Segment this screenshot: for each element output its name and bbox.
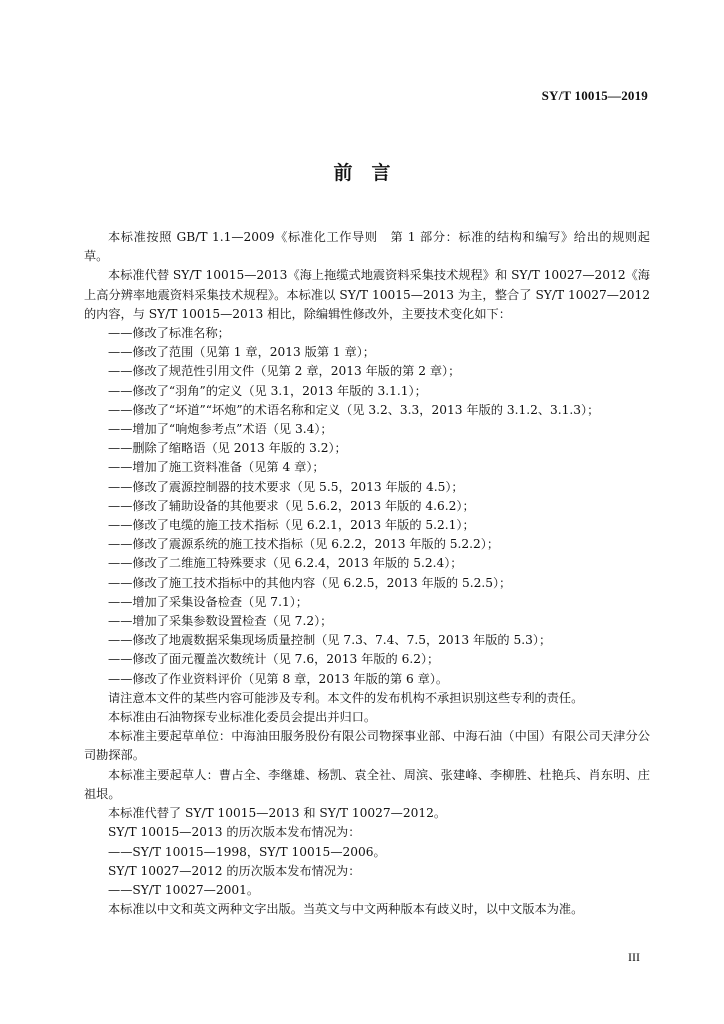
page-number: III xyxy=(628,950,640,964)
change-item: ——增加了施工资料准备（见第 4 章）； xyxy=(108,460,325,475)
standard-code: SY/T 10015—2019 xyxy=(541,88,648,103)
change-item: ——增加了“响炮参考点”术语（见 3.4）； xyxy=(108,422,333,437)
paragraph-language: 本标准以中文和英文两种文字出版。当英文与中文两种版本有歧义时，以中文版本为准。 xyxy=(108,902,584,917)
change-item: ——增加了采集参数设置检查（见 7.2）； xyxy=(108,614,333,629)
change-item: ——修改了“羽角”的定义（见 3.1，2013 年版的 3.1.1）； xyxy=(108,383,427,398)
paragraph-replaces: 本标准代替了 SY/T 10015—2013 和 SY/T 10027—2012。 xyxy=(108,806,447,821)
change-item: ——修改了地震数据采集现场质量控制（见 7.3、7.4、7.5，2013 年版的 5.3）； xyxy=(108,633,552,648)
change-item: ——修改了标准名称； xyxy=(108,326,230,341)
change-item: ——删除了缩略语（见 2013 年版的 3.2）； xyxy=(108,441,347,456)
change-item: ——修改了震源系统的施工技术指标（见 6.2.2，2013 年版的 5.2.2）； xyxy=(108,537,500,552)
paragraph-drafting-units: 本标准主要起草单位：中海油田服务股份有限公司物探事业部、中海石油（中国）有限公司天津分公司勘探部。 xyxy=(84,729,650,763)
foreword-body xyxy=(84,228,650,919)
paragraph-patent-notice: 请注意本文件的某些内容可能涉及专利。本文件的发布机构不承担识别这些专利的责任。 xyxy=(108,690,584,705)
change-item: ——修改了“坏道”“坏炮”的术语名称和定义（见 3.2、3.3，2013 年版的 3.1.2、3.1.3）； xyxy=(108,402,600,417)
change-item: ——修改了施工技术指标中的其他内容（见 6.2.5，2013 年版的 5.2.5）； xyxy=(108,575,512,590)
paragraph-drafting-rules: 本标准按照 GB/T 1.1—2009《标准化工作导则 第 1 部分：标准的结构和编写》给出的规则起草。 xyxy=(84,230,650,264)
paragraph-history-10027: SY/T 10027—2012 的历次版本发布情况为： xyxy=(108,863,361,878)
change-item: ——修改了范围（见第 1 章，2013 版第 1 章）； xyxy=(108,345,375,360)
change-item: ——修改了震源控制器的技术要求（见 5.5，2013 年版的 4.5）； xyxy=(108,479,464,494)
change-item: ——修改了规范性引用文件（见第 2 章，2013 年版的第 2 章）； xyxy=(108,364,461,379)
history-item: ——SY/T 10027—2001。 xyxy=(108,882,260,897)
change-item: ——修改了电缆的施工技术指标（见 6.2.1，2013 年版的 5.2.1）； xyxy=(108,518,475,533)
paragraph-replacement: 本标准代替 SY/T 10015—2013《海上拖缆式地震资料采集技术规程》和 SY/T 10027—2012《海上高分辨率地震资料采集技术规程》。本标准以 SY/T 10015—2013 为主，整合了 SY/T 10027—2012 的内容，与 SY/T 10015—2013 相比，除编辑性修改外，主要技术变化如下： xyxy=(84,268,650,321)
paragraph-proposer: 本标准由石油物探专业标准化委员会提出并归口。 xyxy=(108,710,377,725)
page-title: 前 言 xyxy=(333,162,391,184)
change-item: ——修改了辅助设备的其他要求（见 5.6.2，2013 年版的 4.6.2）； xyxy=(108,498,475,513)
change-item: ——增加了采集设备检查（见 7.1）； xyxy=(108,594,308,609)
history-item: ——SY/T 10015—1998，SY/T 10015—2006。 xyxy=(108,844,386,859)
paragraph-history-10015: SY/T 10015—2013 的历次版本发布情况为： xyxy=(108,825,361,840)
change-item: ——修改了面元覆盖次数统计（见 7.6，2013 年版的 6.2）； xyxy=(108,652,440,667)
paragraph-drafters: 本标准主要起草人：曹占全、李继雄、杨凯、袁全社、周滨、张建峰、李柳胜、杜艳兵、肖东明、庄祖垠。 xyxy=(84,767,650,801)
change-item: ——修改了二维施工特殊要求（见 6.2.4，2013 年版的 5.2.4）； xyxy=(108,556,463,571)
change-item: ——修改了作业资料评价（见第 8 章，2013 年版的第 6 章）。 xyxy=(108,671,449,686)
